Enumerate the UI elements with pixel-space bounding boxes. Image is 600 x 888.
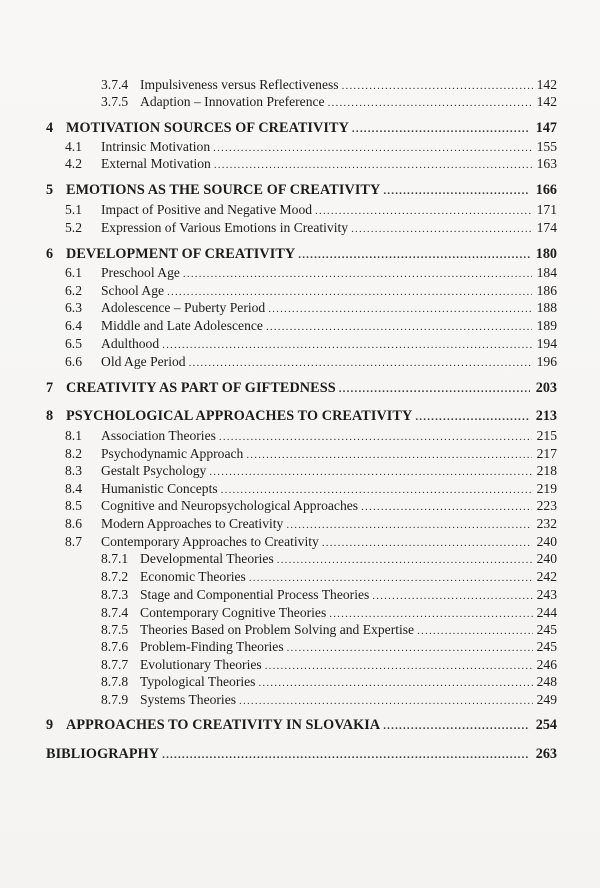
toc-entry-title: Stage and Componential Process Theories: [140, 587, 370, 602]
toc-entry: [0, 201, 600, 219]
toc-entry-title: Economic Theories: [140, 569, 246, 584]
toc-entry: [0, 445, 600, 463]
toc-entry-number: 4.2: [65, 156, 82, 171]
toc-entry-title: Middle and Late Adolescence: [101, 318, 263, 333]
dot-leader: [372, 587, 533, 605]
toc-entry-number: 8.2: [65, 446, 82, 461]
toc-entry-page-number: 194: [536, 336, 557, 351]
toc-entry-page-number: 249: [536, 692, 557, 707]
toc-entry-number: 3.7.4: [101, 77, 129, 92]
toc-entry-title: Contemporary Cognitive Theories: [140, 605, 327, 620]
toc-entry-page-number: 215: [536, 428, 557, 443]
dot-leader: [268, 300, 532, 318]
toc-entry-page-number: 184: [536, 265, 557, 280]
dot-leader: [383, 717, 530, 735]
toc-entry-page-number: 242: [536, 569, 557, 584]
toc-entry-page-number: 180: [535, 246, 557, 262]
toc-entry-number: 6.2: [65, 283, 82, 298]
toc-entry: [0, 219, 600, 237]
toc-entry-title: DEVELOPMENT OF CREATIVITY: [66, 246, 296, 262]
toc-entry-page-number: 174: [536, 220, 557, 235]
toc-entry-number: 8.7.7: [101, 657, 129, 672]
toc-entry-page-number: 246: [536, 657, 557, 672]
toc-entry-title: Typological Theories: [140, 674, 256, 689]
dot-leader: [352, 120, 530, 138]
toc-entry-title: Cognitive and Neuropsychological Approaches: [101, 498, 359, 513]
toc-entry-number: 5.2: [65, 220, 82, 235]
toc-entry-page-number: 186: [536, 283, 557, 298]
toc-entry-number: 6: [46, 246, 54, 262]
toc-entry: [0, 427, 600, 445]
dot-leader: [219, 428, 532, 446]
toc-entry-number: 6.6: [65, 354, 82, 369]
dot-leader: [266, 318, 532, 336]
toc-entry-page-number: 171: [536, 202, 557, 217]
toc-entry: [0, 353, 600, 371]
dot-leader: [315, 202, 532, 220]
toc-entry-page-number: 142: [536, 94, 557, 109]
toc-entry: [0, 515, 600, 533]
toc-entry-number: 5.1: [65, 202, 82, 217]
toc-entry-title: Developmental Theories: [140, 551, 274, 566]
toc-entry-title: Humanistic Concepts: [101, 481, 218, 496]
toc-entry-title: Psychodynamic Approach: [101, 446, 244, 461]
toc-entry-page-number: 147: [535, 120, 557, 136]
toc-entry-page-number: 248: [536, 674, 557, 689]
toc-entry-page-number: 188: [536, 300, 557, 315]
toc-entry-page-number: 245: [536, 639, 557, 654]
toc-entry-number: 8.6: [65, 516, 82, 531]
toc-entry-title: Impact of Positive and Negative Mood: [101, 202, 313, 217]
toc-entry-number: 8.7.5: [101, 622, 129, 637]
toc-entry-number: 8.1: [65, 428, 82, 443]
toc-entry: [0, 138, 600, 156]
toc-entry: [0, 335, 600, 353]
toc-entry-page-number: 219: [536, 481, 557, 496]
toc-entry: [0, 621, 600, 639]
toc-entry-number: 6.4: [65, 318, 82, 333]
toc-entry-number: 7: [46, 380, 54, 396]
toc-entry-number: 8.3: [65, 463, 82, 478]
dot-leader: [286, 516, 532, 534]
toc-entry-title: Adaption – Innovation Preference: [140, 94, 325, 109]
toc-entry-page-number: 244: [536, 605, 557, 620]
toc-entry-page-number: 203: [535, 380, 557, 396]
toc-entry: [0, 282, 600, 300]
toc-entry-page-number: 263: [535, 746, 557, 762]
toc-entry-title: Systems Theories: [140, 692, 237, 707]
toc-entry-page-number: 166: [535, 182, 557, 198]
toc-entry-number: 6.5: [65, 336, 82, 351]
toc-entry-title: Preschool Age: [101, 265, 180, 280]
toc-entry-title: MOTIVATION SOURCES OF CREATIVITY: [66, 120, 349, 136]
dot-leader: [239, 692, 533, 710]
toc-entry-title: Evolutionary Theories: [140, 657, 262, 672]
dot-leader: [277, 551, 533, 569]
dot-leader: [258, 674, 533, 692]
toc-entry-title: Association Theories: [101, 428, 216, 443]
toc-entry: [0, 673, 600, 691]
toc-entry-page-number: 254: [535, 717, 557, 733]
toc-entry-title: Modern Approaches to Creativity: [101, 516, 284, 531]
toc-entry-title: Intrinsic Motivation: [101, 139, 211, 154]
toc-chapter-entry: [0, 716, 600, 734]
toc-entry-number: 8.7.6: [101, 639, 129, 654]
toc-entry: [0, 568, 600, 586]
toc-entry-title: Theories Based on Problem Solving and Expertise: [140, 622, 415, 637]
toc-entry: [0, 155, 600, 173]
dot-leader: [415, 408, 530, 426]
toc-entry: [0, 299, 600, 317]
toc-entry-number: 6.1: [65, 265, 82, 280]
dot-leader: [328, 94, 533, 112]
toc-entry-number: 4: [46, 120, 54, 136]
toc-entry-page-number: 155: [536, 139, 557, 154]
toc-entry-number: 8.7.3: [101, 587, 129, 602]
toc-entry-number: 8.7.2: [101, 569, 129, 584]
dot-leader: [209, 463, 532, 481]
toc-entry-title: Adulthood: [101, 336, 160, 351]
dot-leader: [162, 746, 530, 764]
toc-entry-page-number: 189: [536, 318, 557, 333]
toc-entry-number: 3.7.5: [101, 94, 129, 109]
dot-leader: [189, 354, 532, 372]
dot-leader: [249, 569, 533, 587]
toc-entry-page-number: 245: [536, 622, 557, 637]
dot-leader: [339, 380, 530, 398]
toc-entry-title: Gestalt Psychology: [101, 463, 207, 478]
toc-entry-page-number: 218: [536, 463, 557, 478]
toc-entry-title: External Motivation: [101, 156, 211, 171]
dot-leader: [214, 156, 532, 174]
toc-entry-title: BIBLIOGRAPHY: [46, 746, 160, 762]
toc-entry-number: 8.7.4: [101, 605, 129, 620]
toc-entry-number: 8: [46, 408, 54, 424]
toc-entry-title: PSYCHOLOGICAL APPROACHES TO CREATIVITY: [66, 408, 413, 424]
toc-entry-title: School Age: [101, 283, 165, 298]
toc-chapter-entry: [0, 245, 600, 263]
toc-entry-page-number: 240: [536, 534, 557, 549]
toc-entry: [0, 604, 600, 622]
toc-entry: [0, 550, 600, 568]
toc-entry-page-number: 163: [536, 156, 557, 171]
toc-entry: [0, 497, 600, 515]
toc-chapter-entry: [0, 119, 600, 137]
toc-entry-page-number: 142: [536, 77, 557, 92]
toc-entry-number: 6.3: [65, 300, 82, 315]
toc-chapter-entry: [0, 181, 600, 199]
dot-leader: [361, 498, 532, 516]
toc-entry-page-number: 196: [536, 354, 557, 369]
toc-entry-number: 8.7.9: [101, 692, 129, 707]
toc-entry-title: Problem-Finding Theories: [140, 639, 284, 654]
toc-entry-title: EMOTIONS AS THE SOURCE OF CREATIVITY: [66, 182, 381, 198]
toc-chapter-entry: [0, 407, 600, 425]
toc-entry: [0, 76, 600, 94]
toc-entry: [0, 586, 600, 604]
toc-entry-number: 4.1: [65, 139, 82, 154]
dot-leader: [183, 265, 532, 283]
toc-entry-title: APPROACHES TO CREATIVITY IN SLOVAKIA: [66, 717, 381, 733]
toc-entry: [0, 691, 600, 709]
toc-entry-number: 9: [46, 717, 54, 733]
toc-entry: [0, 264, 600, 282]
dot-leader: [287, 639, 533, 657]
dot-leader: [162, 336, 532, 354]
toc-entry-number: 8.7.8: [101, 674, 129, 689]
toc-entry-page-number: 232: [536, 516, 557, 531]
toc-entry-number: 8.7: [65, 534, 82, 549]
toc-entry: [0, 317, 600, 335]
toc-chapter-entry: [0, 379, 600, 397]
toc-entry-title: Old Age Period: [101, 354, 186, 369]
toc-entry-page-number: 243: [536, 587, 557, 602]
toc-entry-title: Contemporary Approaches to Creativity: [101, 534, 319, 549]
toc-chapter-entry: [0, 745, 600, 763]
toc-entry-page-number: 213: [535, 408, 557, 424]
toc-entry-number: 8.4: [65, 481, 82, 496]
toc-entry-title: CREATIVITY AS PART OF GIFTEDNESS: [66, 380, 336, 396]
toc-entry-title: Adolescence – Puberty Period: [101, 300, 266, 315]
toc-entry-number: 5: [46, 182, 54, 198]
toc-entry-number: 8.5: [65, 498, 82, 513]
toc-entry-number: 8.7.1: [101, 551, 129, 566]
toc-entry-title: Impulsiveness versus Reflectiveness: [140, 77, 339, 92]
toc-entry: [0, 656, 600, 674]
toc-entry-title: Expression of Various Emotions in Creativity: [101, 220, 349, 235]
toc-entry: [0, 93, 600, 111]
toc-entry: [0, 638, 600, 656]
dot-leader: [351, 220, 532, 238]
toc-entry-page-number: 240: [536, 551, 557, 566]
toc-entry: [0, 462, 600, 480]
toc-entry-page-number: 223: [536, 498, 557, 513]
toc-entry: [0, 480, 600, 498]
toc-entry-page-number: 217: [536, 446, 557, 461]
dot-leader: [383, 182, 530, 200]
dot-leader: [298, 246, 530, 264]
toc-entry: [0, 533, 600, 551]
